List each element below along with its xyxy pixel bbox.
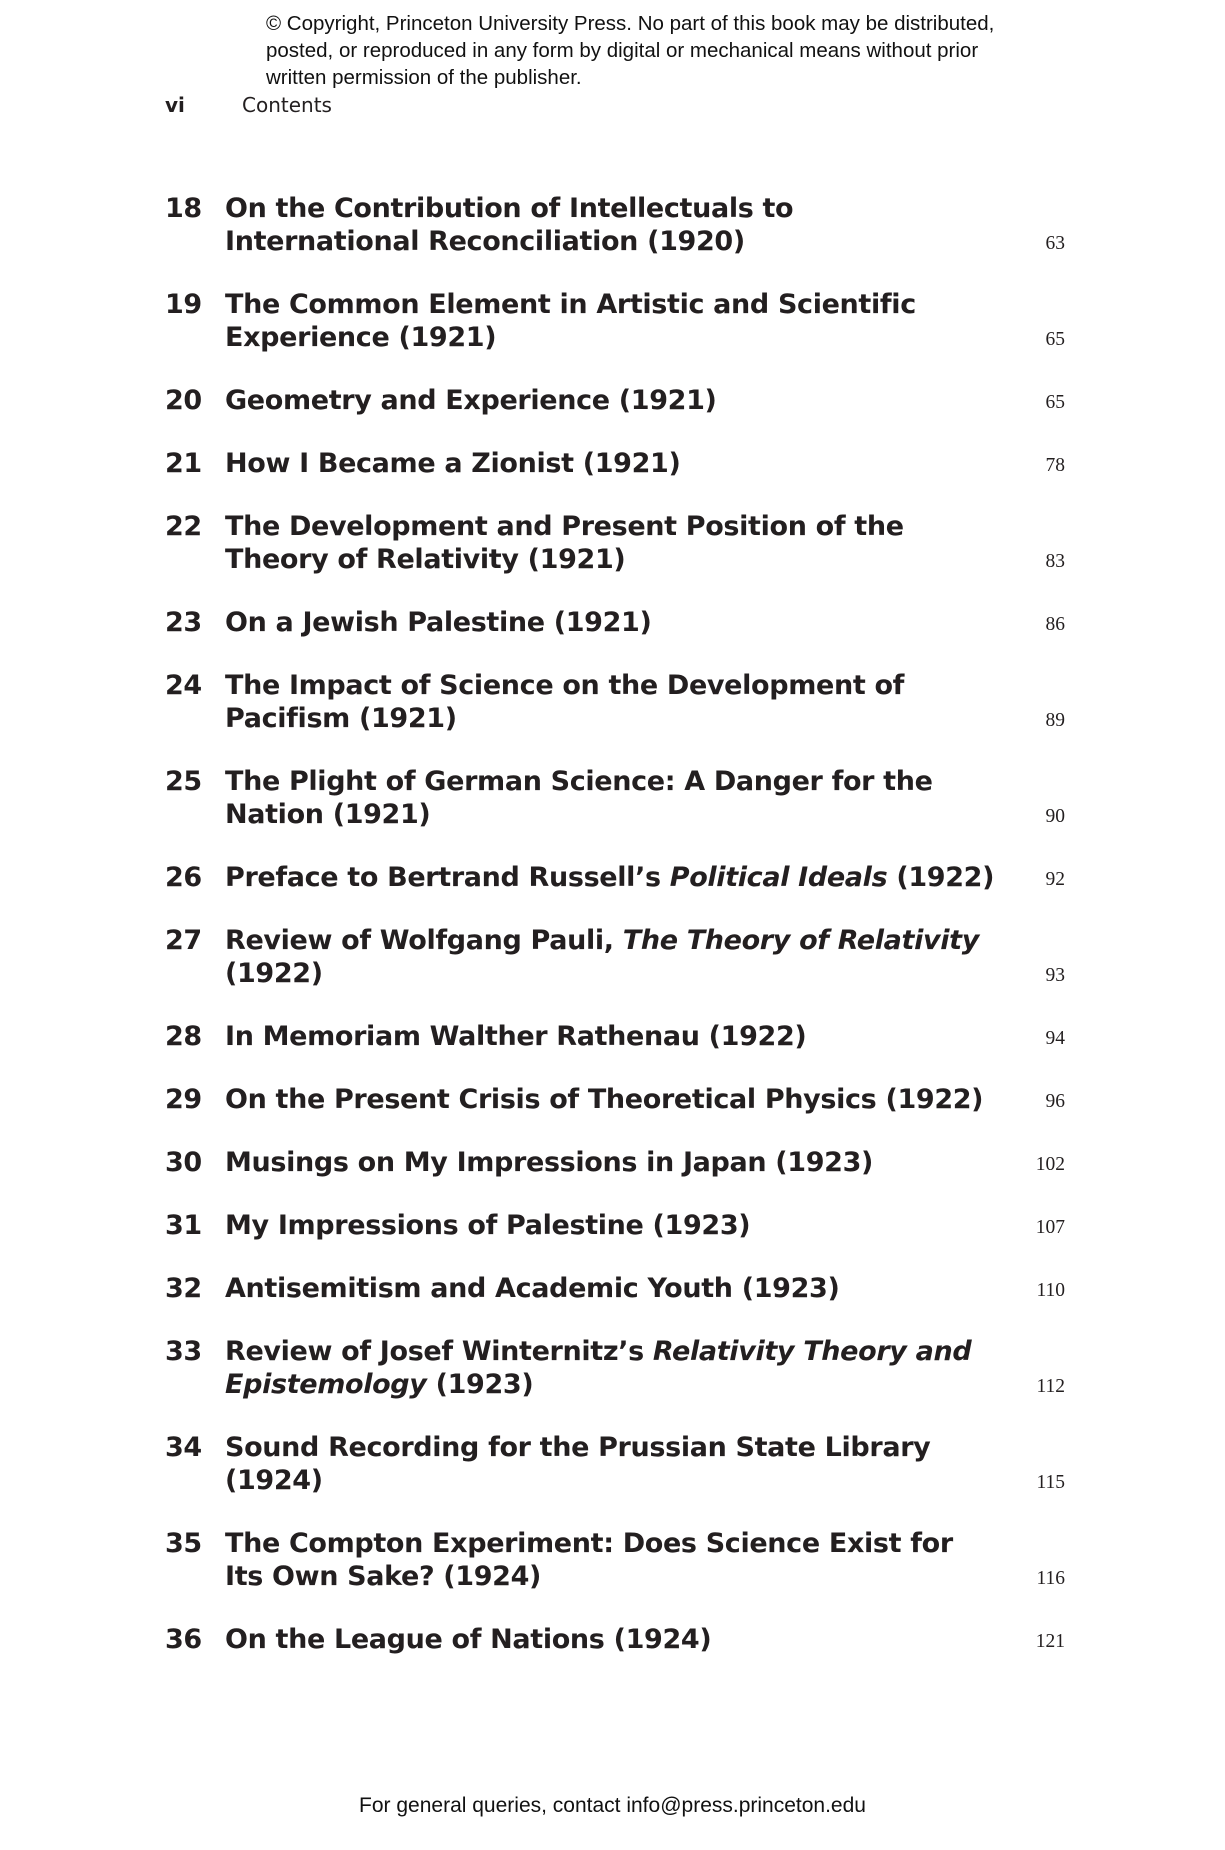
- toc-entry: [165, 924, 1065, 990]
- page-number: 102: [1035, 1154, 1065, 1175]
- toc-entry: [165, 606, 1065, 639]
- toc-entry: [165, 1083, 1065, 1116]
- chapter-title: [225, 1335, 985, 1401]
- chapter-title: My Impressions of Palestine (1923): [225, 1210, 751, 1241]
- title-text: Review of Josef Winternitz’s: [225, 1336, 653, 1367]
- page-number: 115: [1036, 1472, 1065, 1493]
- title-year: (1923): [426, 1369, 534, 1400]
- chapter-title: The Plight of German Science: A Danger for the Nation (1921): [225, 766, 933, 830]
- book-title: Relativity Theory and Epistemology: [225, 1336, 972, 1400]
- running-head: [165, 93, 332, 117]
- chapter-number: 22: [165, 511, 202, 542]
- chapter-number: 31: [165, 1210, 202, 1241]
- page-number: 83: [1045, 551, 1065, 572]
- chapter-number: 28: [165, 1021, 202, 1052]
- chapter-title: On the Present Crisis of Theoretical Physics (1922): [225, 1084, 984, 1115]
- section-title: Contents: [242, 93, 332, 117]
- title-year: (1922): [887, 862, 995, 893]
- chapter-title: On the League of Nations (1924): [225, 1624, 712, 1655]
- toc-entry: [165, 1272, 1065, 1305]
- chapter-title: The Impact of Science on the Development of Pacifism (1921): [225, 670, 905, 734]
- chapter-title: [225, 861, 1025, 894]
- chapter-title: Sound Recording for the Prussian State Library (1924): [225, 1432, 931, 1496]
- table-of-contents: [165, 192, 1065, 1686]
- chapter-title: [225, 924, 1025, 990]
- chapter-title: The Development and Present Position of the Theory of Relativity (1921): [225, 511, 904, 575]
- chapter-number: 21: [165, 448, 202, 479]
- page-folio: vi: [165, 93, 185, 117]
- chapter-number: 27: [165, 925, 202, 956]
- chapter-title: Musings on My Impressions in Japan (1923): [225, 1147, 874, 1178]
- chapter-number: 36: [165, 1624, 202, 1655]
- page-number: 116: [1036, 1568, 1065, 1589]
- toc-entry: [165, 384, 1065, 417]
- page-number: 92: [1045, 869, 1065, 890]
- page-number: 94: [1045, 1028, 1065, 1049]
- chapter-number: 24: [165, 670, 202, 701]
- chapter-number: 34: [165, 1432, 202, 1463]
- title-text: Preface to Bertrand Russell’s: [225, 862, 670, 893]
- toc-entry: [165, 669, 1065, 735]
- chapter-number: 26: [165, 862, 202, 893]
- chapter-number: 32: [165, 1273, 202, 1304]
- page-number: 89: [1045, 710, 1065, 731]
- toc-entry: [165, 1209, 1065, 1242]
- toc-entry: [165, 1623, 1065, 1656]
- page-number: 93: [1045, 965, 1065, 986]
- page-number: 110: [1036, 1280, 1065, 1301]
- toc-entry: [165, 765, 1065, 831]
- book-title: The Theory of Relativity: [622, 925, 979, 956]
- chapter-title: The Compton Experiment: Does Science Exist for Its Own Sake? (1924): [225, 1528, 953, 1592]
- toc-entry: [165, 1527, 1065, 1593]
- page-number: 65: [1045, 329, 1065, 350]
- toc-entry: [165, 510, 1065, 576]
- chapter-title: Geometry and Experience (1921): [225, 385, 717, 416]
- chapter-number: 25: [165, 766, 202, 797]
- toc-entry: [165, 1146, 1065, 1179]
- toc-entry: [165, 1431, 1065, 1497]
- chapter-title: In Memoriam Walther Rathenau (1922): [225, 1021, 807, 1052]
- chapter-number: 20: [165, 385, 202, 416]
- toc-entry: [165, 861, 1065, 894]
- chapter-number: 35: [165, 1528, 202, 1559]
- chapter-number: 29: [165, 1084, 202, 1115]
- page-number: 107: [1035, 1217, 1065, 1238]
- book-title: Political Ideals: [669, 862, 888, 893]
- title-year: (1922): [225, 958, 323, 989]
- chapter-number: 23: [165, 607, 202, 638]
- chapter-number: 30: [165, 1147, 202, 1178]
- page-number: 90: [1045, 806, 1065, 827]
- title-text: Review of Wolfgang Pauli,: [225, 925, 623, 956]
- page-number: 65: [1045, 392, 1065, 413]
- chapter-title: On the Contribution of Intellectuals to International Reconciliation (1920): [225, 193, 794, 257]
- chapter-title: On a Jewish Palestine (1921): [225, 607, 652, 638]
- chapter-title: Antisemitism and Academic Youth (1923): [225, 1273, 840, 1304]
- page-number: 96: [1045, 1091, 1065, 1112]
- chapter-title: How I Became a Zionist (1921): [225, 448, 681, 479]
- page-number: 78: [1045, 455, 1065, 476]
- toc-entry: [165, 447, 1065, 480]
- chapter-number: 19: [165, 289, 202, 320]
- page-number: 86: [1045, 614, 1065, 635]
- toc-entry: [165, 288, 1065, 354]
- copyright-notice: © Copyright, Princeton University Press. No part of this book may be distributed, posted, or reproduced in any form by digital or mechanical means without prior written permission of the publisher.: [266, 12, 995, 89]
- toc-entry: [165, 1335, 1065, 1401]
- chapter-number: 18: [165, 193, 202, 224]
- toc-entry: [165, 1020, 1065, 1053]
- toc-entry: [165, 192, 1065, 258]
- chapter-title: The Common Element in Artistic and Scientific Experience (1921): [225, 289, 916, 353]
- chapter-number: 33: [165, 1336, 202, 1367]
- contact-footer: For general queries, contact info@press.princeton.edu: [359, 1794, 866, 1817]
- page-number: 112: [1036, 1376, 1065, 1397]
- page-number: 121: [1035, 1631, 1065, 1652]
- page-number: 63: [1045, 233, 1065, 254]
